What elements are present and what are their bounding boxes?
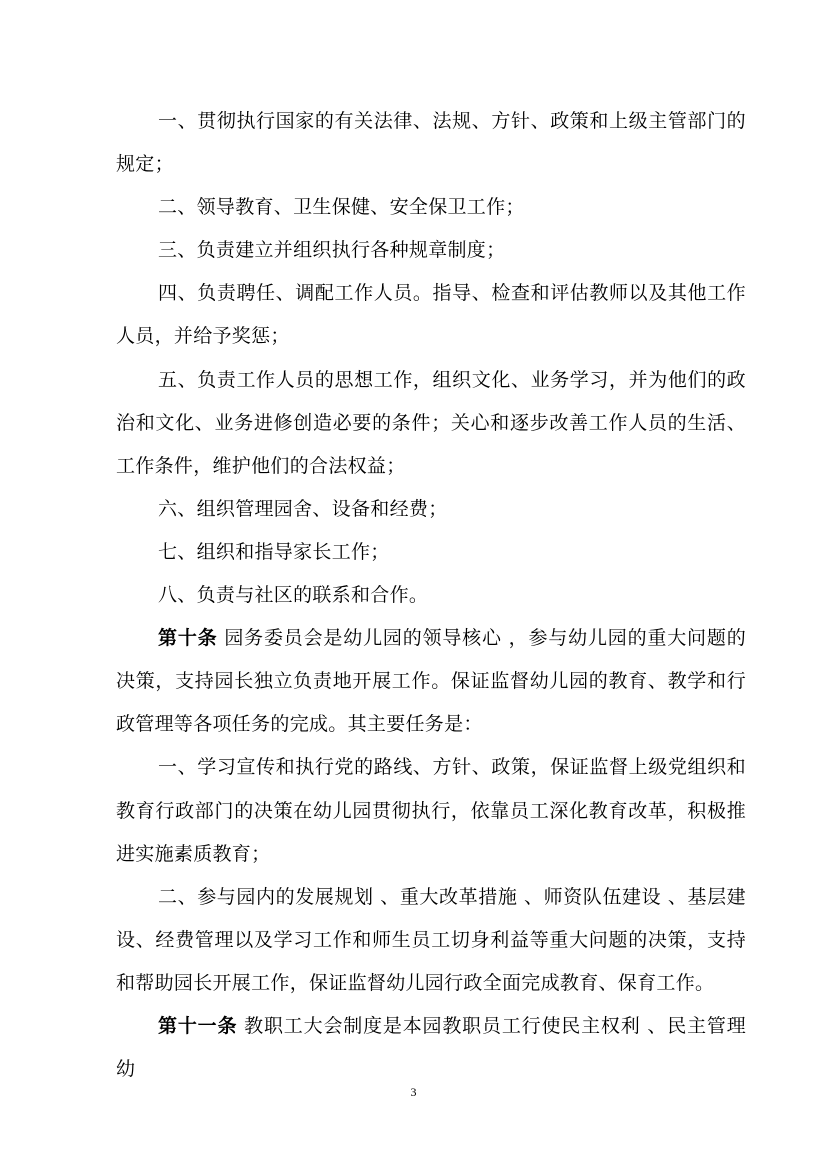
paragraph-text: 三、负责建立并组织执行各种规章制度； — [158, 239, 506, 262]
paragraph-11 — [116, 876, 746, 1005]
paragraph-6 — [116, 488, 746, 531]
paragraph-text: 四、负责聘任、调配工作人员。指导、检查和评估教师以及其他工作人员，并给予奖惩； — [116, 282, 746, 348]
paragraph-text: 八、负责与社区的联系和合作。 — [158, 584, 429, 607]
paragraph-3 — [116, 229, 746, 272]
paragraph-text: 五、负责工作人员的思想工作，组织文化、业务学习，并为他们的政治和文化、业务进修创造必要的条件；关心和逐步改善工作人员的生活、工作条件，维护他们的合法权益； — [116, 368, 746, 477]
paragraph-2 — [116, 186, 746, 229]
paragraph-text: 二、领导教育、卫生保健、安全保卫工作； — [158, 196, 525, 219]
paragraph-4 — [116, 272, 746, 358]
paragraph-text: 六、组织管理园舍、设备和经费； — [158, 497, 448, 520]
article-heading: 第十一条 — [158, 1014, 238, 1037]
page-number: 3 — [410, 1085, 417, 1099]
document-body — [116, 100, 746, 1091]
paragraph-text: 一、学习宣传和执行党的路线、方针、政策，保证监督上级党组织和教育行政部门的决策在幼儿园贯彻执行，依靠员工深化教育改革，积极推进实施素质教育； — [116, 756, 746, 865]
article-11 — [116, 1005, 746, 1091]
paragraph-text: 教职工大会制度是本园教职员工行使民主权利 、民主管理幼 — [116, 1014, 747, 1081]
paragraph-1 — [116, 100, 746, 186]
paragraph-7 — [116, 531, 746, 574]
paragraph-text: 一、贯彻执行国家的有关法律、法规、方针、政策和上级主管部门的规定； — [116, 110, 746, 176]
paragraph-text: 园务委员会是幼儿园的领导核心 ，参与幼儿园的重大问题的决策，支持园长独立负责地开展工作。保证监督幼儿园的教育、教学和行政管理等各项任务的完成。其主要任务是： — [116, 627, 746, 736]
paragraph-text: 七、组织和指导家长工作； — [158, 540, 390, 563]
paragraph-8 — [116, 574, 746, 617]
article-heading: 第十条 — [158, 627, 218, 650]
paragraph-text: 二、参与园内的发展规划 、重大改革措施 、师资队伍建设 、基层建设、经费管理以及学习工作和师生员工切身利益等重大问题的决策，支持和帮助园长开展工作，保证监督幼儿园行政全面完成教育、保育工作。 — [116, 885, 746, 994]
article-10 — [116, 617, 746, 746]
paragraph-10 — [116, 746, 746, 875]
paragraph-5 — [116, 359, 746, 488]
